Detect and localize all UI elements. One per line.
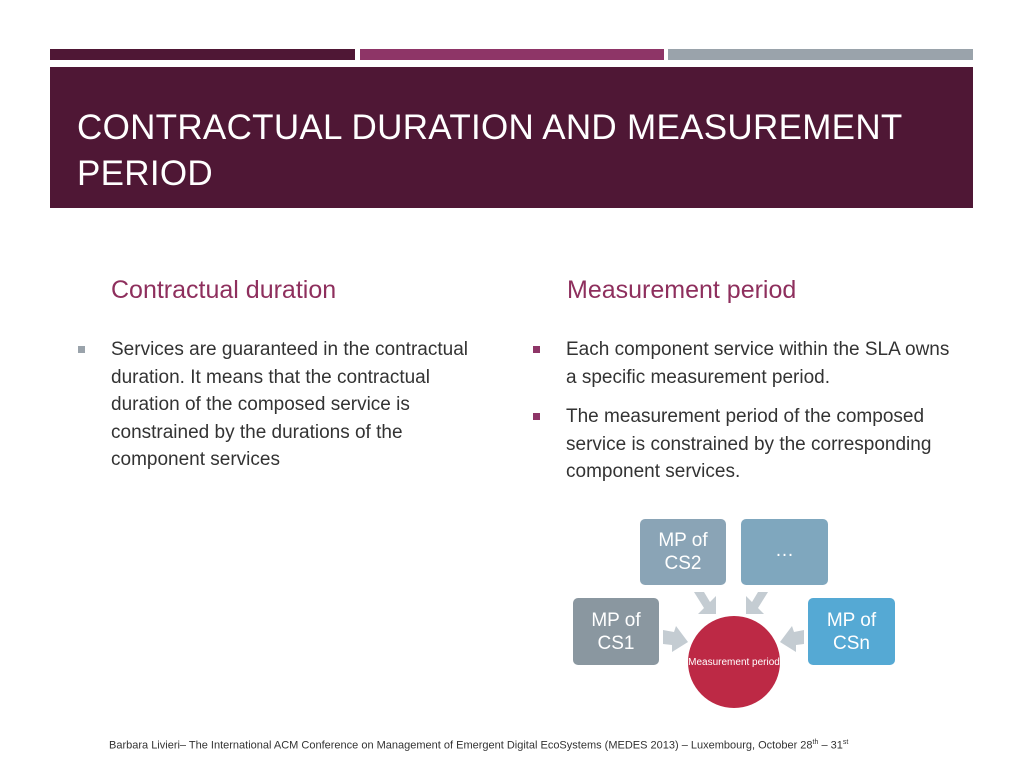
diagram-node-cs1 <box>573 598 659 665</box>
arrow-cs2-icon <box>694 592 716 614</box>
list-item <box>530 336 950 391</box>
bullet-square-icon <box>78 346 85 353</box>
right-column-heading: Measurement period <box>567 276 797 304</box>
node-label: MP of CSn <box>826 609 877 654</box>
arrow-cs1-icon <box>663 626 688 652</box>
bullet-square-icon <box>533 346 540 353</box>
footer-sup-th: th <box>812 739 819 746</box>
right-bullet-list <box>530 336 950 498</box>
center-label: Measurement period <box>688 656 780 668</box>
accent-bar-dark <box>50 49 355 60</box>
bullet-square-icon <box>533 413 540 420</box>
slide-title: CONTRACTUAL DURATION AND MEASUREMENT PERIOD <box>77 108 902 193</box>
title-banner <box>50 67 973 208</box>
list-item <box>75 336 500 474</box>
left-bullet-list <box>75 336 500 486</box>
diagram-node-csn <box>808 598 895 665</box>
list-item <box>530 403 950 486</box>
diagram-node-cs2 <box>640 519 726 585</box>
bullet-text: Services are guaranteed in the contractual duration. It means that the contractual duration of the composed service is constrained by the durations of the component services <box>111 339 468 470</box>
bullet-text: The measurement period of the composed service is constrained by the corresponding component services. <box>566 406 932 482</box>
footer-sup-st: st <box>842 739 849 746</box>
diagram-node-ellipsis <box>741 519 828 585</box>
accent-bar-grey <box>668 49 973 60</box>
node-label: MP of CS2 <box>658 530 708 574</box>
footer-text: Barbara Livieri– The International ACM Conference on Management of Emergent Digital EcoSystems (MEDES 2013) – Luxembourg, October 28 <box>109 739 813 752</box>
bullet-text: Each component service within the SLA owns a specific measurement period. <box>566 339 950 388</box>
node-label: … <box>775 540 794 561</box>
arrow-dots-icon <box>746 592 768 614</box>
footer-citation <box>109 739 848 752</box>
accent-bar-magenta <box>360 49 664 60</box>
center-circle <box>688 616 780 708</box>
footer-mid: – 31 <box>818 739 843 752</box>
left-column-heading: Contractual duration <box>111 276 337 304</box>
node-label: MP of CS1 <box>591 609 641 654</box>
arrow-csn-icon <box>780 626 804 652</box>
